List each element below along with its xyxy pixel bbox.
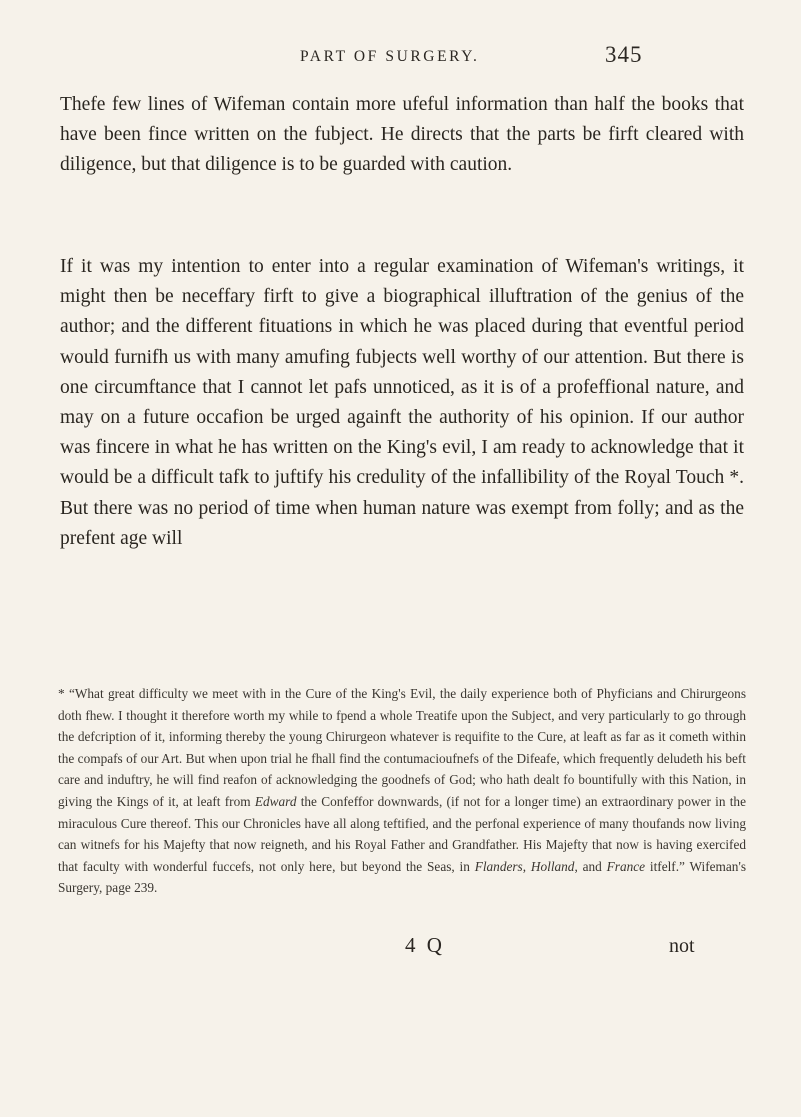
footnote-text-1: * “What great difficulty we meet with in the Cure of the King's Evil, the daily experience both of Phyficians and Chirurgeons doth fhew. I thought it therefore worth my while to fpend a whole Treatife upon the Subject, and very particularly to go through the defcription of it, informing thereby the young Chirurgeon whatever is requifite to the Cure, at leaft as far as it cometh within the compafs of our Art. But when upon trial he fhall find the contumacioufnefs of the Difeafe, which frequently deludeth his beft care and induftry, he will find reafon of acknowledging the goodnefs of God; who hath dealt fo bountifully with this Nation, in giving the Kings of it, at leaft from: [58, 686, 746, 809]
body-paragraph-2: If it was my intention to enter into a regular examination of Wifeman's writings, it might then be neceffary firft to give a biographical illuftration of the genius of the author; and the different fituations in which he was placed during that eventful period would furnifh us with many amufing fubjects well worthy of our attention. But there is one circumftance that I cannot let pafs unnoticed, as it is of a profeffional nature, and may on a future occafion be urged againft the authority of his opinion. If our author was fincere in what he has written on the King's evil, I am ready to acknowledge that it would be a difficult tafk to juftify his credulity of the infallibility of the Royal Touch *. But there was no period of time when human nature was exempt from folly; and as the prefent age will: [60, 256, 744, 549]
running-title: PART OF SURGERY.: [300, 48, 480, 65]
footnote-text-2: the Confeffor downwards, (if not for a longer time) an extraordinary power in the miraculous Cure thereof. This our Chronicles have all along teftified, and the perfonal experience of many thoufands now living can witnefs for his Majefty that now reigneth, and his Royal Father and Grandfather. His Majefty that now is having exercifed that faculty with wonderful fuccefs, not only here, but beyond the Seas, in: [58, 793, 746, 874]
footnote: * “What great difficulty we meet with in the Cure of the King's Evil, the daily experience both of Phyficians and Chirurgeons doth fhew. I thought it therefore worth my while to fpend a whole Treatife upon the Subject, and very particularly to go through the defcription of it, informing thereby the young Chirurgeon whatever is requifite to the Cure, at leaft as far as it cometh within the compafs of our Art. But when upon trial he fhall find the contumacioufnefs of the Difeafe, which frequently deludeth his beft care and induftry, he will find reafon of acknowledging the goodnefs of God; who hath dealt fo bountifully with this Nation, in giving the Kings of it, at leaft from Edward the Confeffor downwards, (if not for a longer time) an extraordinary power in the miraculous Cure thereof. This our Chronicles have all along teftified, and the perfonal experience of many thoufands now living can witnefs for his Majefty that now reigneth, and his Royal Father and Grandfather. His Majefty that now is having exercifed that faculty with wonderful fuccefs, not only here, but beyond the Seas, in Flanders, Holland, and France itfelf.” Wifeman's Surgery, page 239.: [58, 686, 747, 896]
footnote-place-france: France: [606, 858, 646, 874]
footnote-place-holland: Holland: [530, 858, 575, 874]
footnote-name-edward: Edward: [254, 793, 297, 809]
footnote-place-flanders: Flanders: [474, 858, 523, 874]
footnote-citation: itfelf.” Wifeman's Surgery, page 239.: [58, 858, 747, 896]
page-number: 345: [605, 42, 643, 67]
body-paragraph-1: Thefe few lines of Wifeman contain more ufeful information than half the books that have been fince written on the fubject. He directs that the parts be firft cleared with diligence, but that diligence is to be guarded with caution.: [60, 94, 744, 176]
signature-mark: 4 Q: [405, 933, 445, 957]
footnote-conjunction: and: [582, 858, 602, 874]
catchword: not: [669, 935, 695, 957]
